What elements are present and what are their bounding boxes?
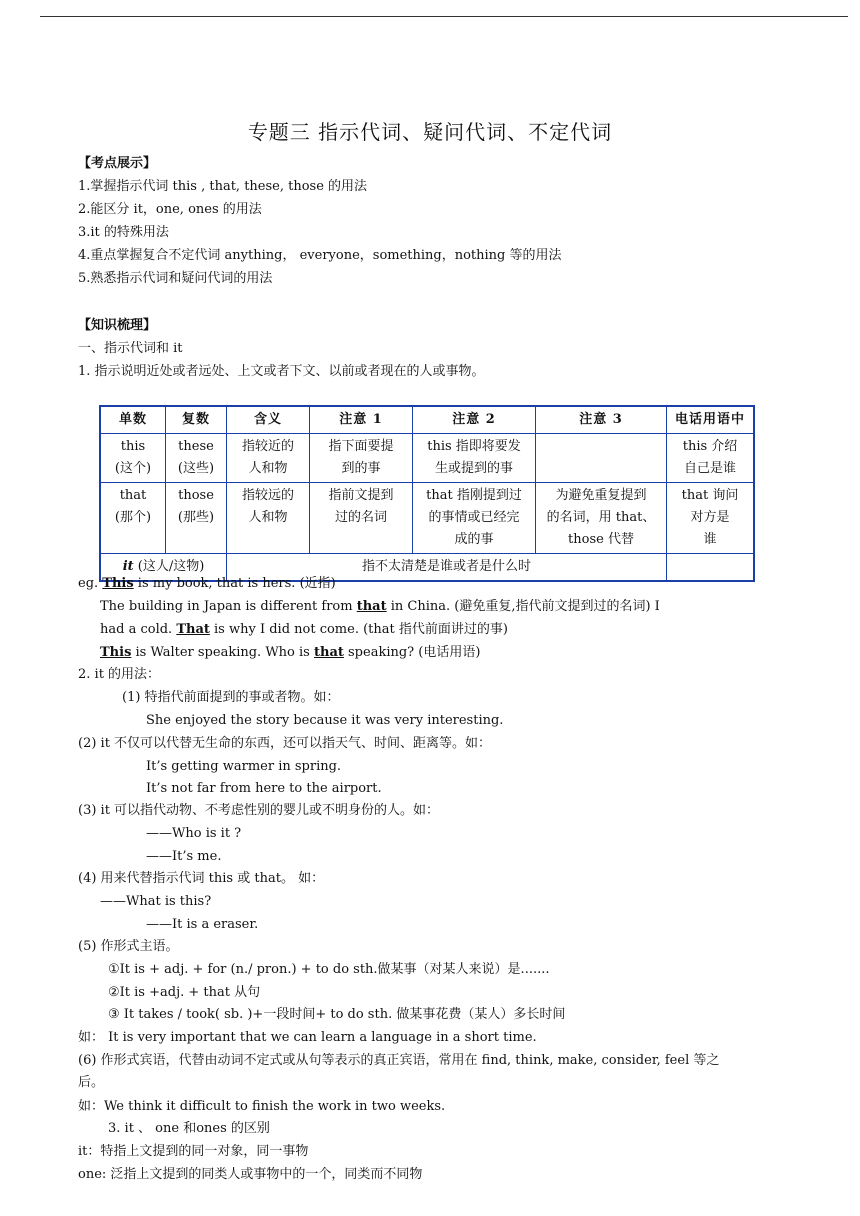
table-cell: 指较近的 人和物 — [227, 434, 310, 483]
page-title: 专题三 指示代词、疑问代词、不定代词 — [247, 120, 613, 144]
table-cell: 指不太清楚是谁或者是什么时 — [227, 554, 667, 582]
table-cell — [536, 434, 667, 483]
kaodian-item: 1.掌握指示代词 this , that, these, those 的用法 — [78, 179, 368, 194]
table-cell: 指前文提到 过的名词 — [310, 483, 413, 554]
usage-line: 后。 — [78, 1075, 105, 1090]
example-line: ——It is a eraser. — [146, 917, 259, 932]
table-row — [100, 483, 754, 554]
table-cell: 指下面要提 到的事 — [310, 434, 413, 483]
header-rule — [40, 16, 848, 17]
kaodian-item: 5.熟悉指示代词和疑问代词的用法 — [78, 271, 273, 286]
keyword: that — [313, 645, 344, 660]
table-header: 注意 2 — [413, 406, 536, 434]
table-cell: those (那些) — [166, 483, 227, 554]
it-keyword: it — [122, 559, 134, 574]
kaodian-item: 2.能区分 it，one, ones 的用法 — [78, 202, 262, 217]
usage-line: (3) it 可以指代动物、不考虑性别的婴儿或不明身份的人。如： — [78, 803, 440, 818]
example-line: The building in Japan is different from that in China. (避免重复,指代前文提到过的名词) I — [100, 599, 660, 614]
table-cell: these (这些) — [166, 434, 227, 483]
example-line: It’s not far from here to the airport. — [146, 781, 382, 796]
table-row — [100, 434, 754, 483]
table-cell: this (这个) — [100, 434, 166, 483]
table-cell: this 指即将要发 生或提到的事 — [413, 434, 536, 483]
example-line: 如： It is very important that we can learn a language in a short time. — [78, 1030, 537, 1045]
keyword: That — [176, 622, 210, 637]
definition-line: one: 泛指上文提到的同类人或事物中的一个，同类而不同物 — [78, 1167, 423, 1182]
example-line: This is Walter speaking. Who is that speaking? (电话用语) — [100, 645, 481, 660]
demonstrative-table — [99, 405, 755, 582]
table-cell: 指较远的 人和物 — [227, 483, 310, 554]
zhishi-heading: 【知识梳理】 — [78, 318, 157, 333]
kaodian-item: 4.重点掌握复合不定代词 anything， everyone，something，nothing 等的用法 — [78, 248, 562, 263]
point-text: 1. 指示说明近处或者远处、上文或者下文、以前或者现在的人或事物。 — [78, 364, 485, 379]
table-cell: that (那个) — [100, 483, 166, 554]
table-cell: that 指刚提到过 的事情或已经完 成的事 — [413, 483, 536, 554]
example-line: She enjoyed the story because it was very interesting. — [146, 713, 504, 728]
keyword: This — [102, 576, 134, 591]
usage-line: (4) 用来代替指示代词 this 或 that。 如： — [78, 871, 325, 886]
pattern-line: ①It is + adj. + for (n./ pron.) + to do sth.做某事（对某人来说）是....... — [108, 962, 550, 977]
example-line: It’s getting warmer in spring. — [146, 759, 342, 774]
table-header: 电话用语中 — [667, 406, 755, 434]
pattern-line: ②It is +adj. + that 从句 — [108, 985, 261, 1000]
table-header: 复数 — [166, 406, 227, 434]
example-line: had a cold. That is why I did not come. (that 指代前面讲过的事) — [100, 622, 508, 637]
table-cell: this 介绍 自己是谁 — [667, 434, 755, 483]
table-header: 单数 — [100, 406, 166, 434]
example-line: ——It’s me. — [146, 849, 222, 864]
kaodian-item: 3.it 的特殊用法 — [78, 225, 169, 240]
table-cell: 为避免重复提到 的名词，用 that、 those 代替 — [536, 483, 667, 554]
keyword: This — [100, 645, 132, 660]
kaodian-heading: 【考点展示】 — [78, 156, 157, 171]
example-line: ——What is this? — [100, 894, 212, 909]
usage-line: (2) it 不仅可以代替无生命的东西，还可以指天气、时间、距离等。如： — [78, 736, 492, 751]
usage-line: (5) 作形式主语。 — [78, 939, 179, 954]
example-line: eg. This is my book, that is hers. (近指) — [78, 576, 336, 591]
table-cell — [667, 554, 755, 582]
example-line: ——Who is it ? — [146, 826, 242, 841]
table-header-row — [100, 406, 754, 434]
section-heading: 3. it 、 one 和ones 的区别 — [108, 1121, 270, 1136]
table-header: 注意 3 — [536, 406, 667, 434]
usage-line: (6) 作形式宾语，代替由动词不定式或从句等表示的真正宾语，常用在 find, think, make, consider, feel 等之 — [78, 1053, 720, 1068]
keyword: that — [356, 599, 387, 614]
table-cell: that 询问 对方是 谁 — [667, 483, 755, 554]
usage-line: (1) 特指代前面提到的事或者物。如： — [122, 690, 340, 705]
table-header: 注意 1 — [310, 406, 413, 434]
table-cell-label: (这人/这物) — [133, 559, 205, 574]
definition-line: it：特指上文提到的同一对象，同一事物 — [78, 1144, 309, 1159]
section-heading: 2. it 的用法： — [78, 667, 161, 682]
table-header: 含义 — [227, 406, 310, 434]
pattern-line: ③ It takes / took( sb. )+一段时间+ to do sth. 做某事花费（某人）多长时间 — [108, 1007, 566, 1022]
section-heading: 一、指示代词和 it — [78, 341, 183, 356]
example-line: 如：We think it difficult to finish the work in two weeks. — [78, 1099, 446, 1114]
